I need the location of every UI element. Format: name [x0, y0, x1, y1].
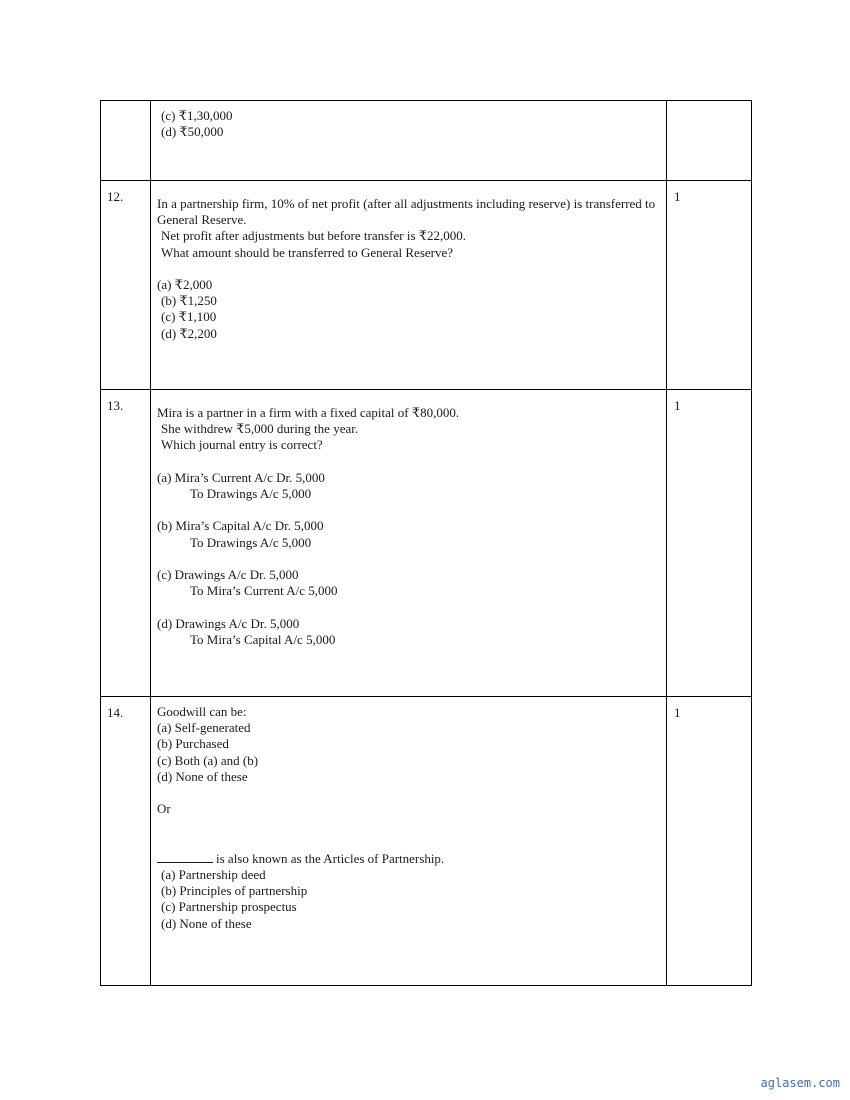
question-number-cell — [101, 101, 151, 181]
option-d: (d) ₹2,200 — [161, 325, 217, 341]
watermark: aglasem.com — [760, 1076, 840, 1090]
alt-option-a: (a) Partnership deed — [161, 866, 266, 882]
question-text: Mira is a partner in a firm with a fixed capital of ₹80,000. — [157, 405, 460, 420]
entry-b-credit: To Drawings A/c 5,000 — [190, 534, 312, 550]
question-number: 12. — [107, 189, 124, 204]
table-row — [101, 181, 752, 390]
question-text: In a partnership firm, 10% of net profit (after all adjustments including reserve) is transferred to General Reserve. — [157, 196, 656, 228]
marks-cell — [667, 697, 752, 986]
entry-d-debit: (d) Drawings A/c Dr. 5,000 — [157, 615, 300, 631]
question-line: Which journal entry is correct? — [161, 437, 323, 453]
entry-c-debit: (c) Drawings A/c Dr. 5,000 — [157, 566, 299, 582]
option-b: (b) ₹1,250 — [161, 293, 217, 309]
question-table — [100, 100, 752, 986]
marks-cell — [667, 390, 752, 697]
option-b: (b) Purchased — [157, 736, 229, 752]
question-line: What amount should be transferred to General Reserve? — [161, 244, 454, 260]
alt-question-text: is also known as the Articles of Partnership. — [216, 850, 445, 866]
table-row — [101, 697, 752, 986]
option-a: (a) Self-generated — [157, 720, 251, 736]
question-line: She withdrew ₹5,000 during the year. — [161, 421, 359, 437]
table-row — [101, 101, 752, 181]
option-c: (c) ₹1,30,000 — [161, 108, 233, 123]
or-label: Or — [157, 801, 171, 817]
marks-cell — [667, 181, 752, 390]
question-text: Goodwill can be: — [157, 704, 247, 719]
marks-cell — [667, 101, 752, 181]
entry-d-credit: To Mira’s Capital A/c 5,000 — [190, 631, 336, 647]
question-cell — [151, 390, 667, 697]
question-number-cell — [101, 697, 151, 986]
alt-option-b: (b) Principles of partnership — [161, 883, 308, 899]
question-cell — [151, 101, 667, 181]
entry-a-debit: (a) Mira’s Current A/c Dr. 5,000 — [157, 469, 325, 485]
question-cell — [151, 697, 667, 986]
question-number: 13. — [107, 398, 124, 413]
entry-b-debit: (b) Mira’s Capital A/c Dr. 5,000 — [157, 518, 324, 534]
fill-in-blank — [157, 850, 213, 863]
question-number: 14. — [107, 705, 124, 720]
option-a: (a) ₹2,000 — [157, 277, 213, 292]
marks-value: 1 — [674, 189, 681, 204]
alt-option-d: (d) None of these — [161, 915, 252, 931]
option-c: (c) ₹1,100 — [161, 309, 217, 325]
option-d: (d) ₹50,000 — [161, 124, 224, 140]
option-d: (d) None of these — [157, 768, 248, 784]
question-number-cell — [101, 181, 151, 390]
entry-c-credit: To Mira’s Current A/c 5,000 — [190, 583, 338, 599]
marks-value: 1 — [674, 398, 681, 413]
question-cell — [151, 181, 667, 390]
question-number-cell — [101, 390, 151, 697]
question-line: Net profit after adjustments but before transfer is ₹22,000. — [161, 228, 467, 244]
table-row — [101, 390, 752, 697]
option-c: (c) Both (a) and (b) — [157, 752, 259, 768]
marks-value: 1 — [674, 705, 681, 720]
entry-a-credit: To Drawings A/c 5,000 — [190, 486, 312, 501]
alt-option-c: (c) Partnership prospectus — [161, 899, 297, 915]
